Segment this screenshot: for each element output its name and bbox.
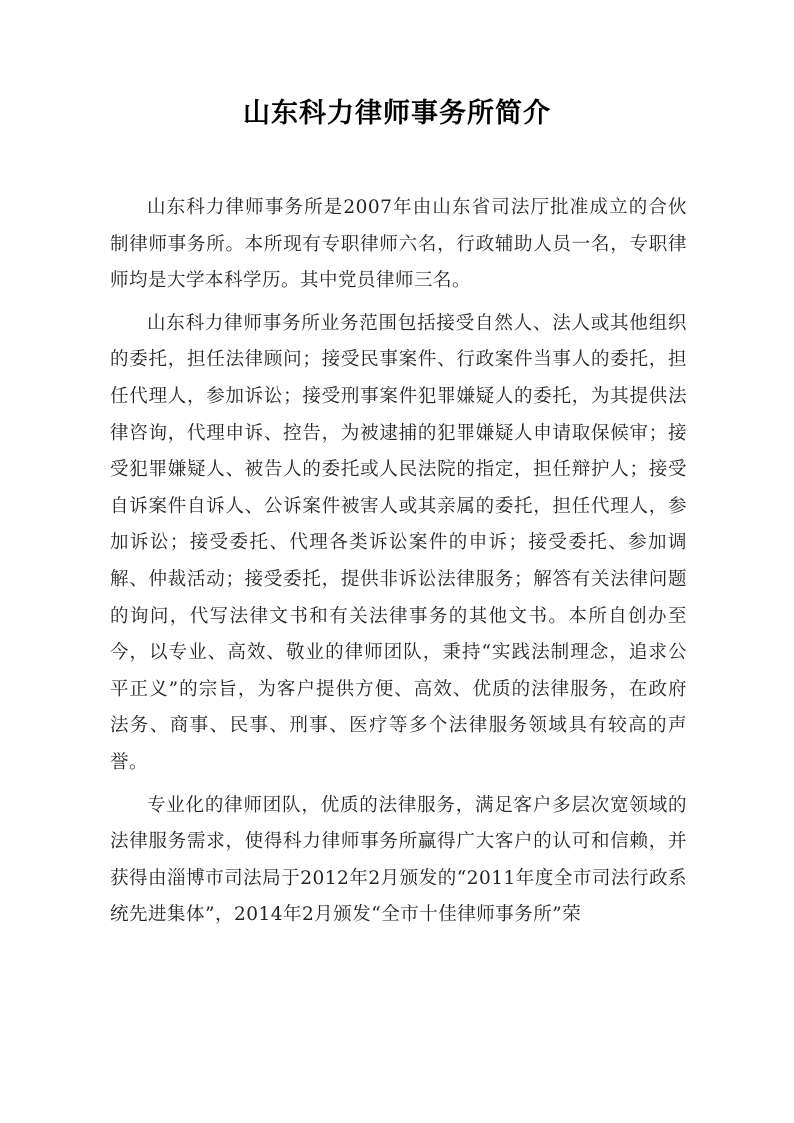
document-title: 山东科力律师事务所简介	[243, 98, 551, 129]
document-body	[110, 190, 687, 940]
paragraph-honors: 专业化的律师团队，优质的法律服务，满足客户多层次宽领域的法律服务需求，使得科力律师事务所赢得广大客户的认可和信赖，并获得由淄博市司法局于2012年2月颁发的“2011年度全市司法行政系统先进集体”，2014年2月颁发“全市十佳律师事务所”荣	[110, 794, 687, 926]
paragraph-business-scope: 山东科力律师事务所业务范围包括接受自然人、法人或其他组织的委托，担任法律顾问；接受民事案件、行政案件当事人的委托，担任代理人，参加诉讼；接受刑事案件犯罪嫌疑人的委托，为其提供法律咨询，代理申诉、控告，为被逮捕的犯罪嫌疑人申请取保候审；接受犯罪嫌疑人、被告人的委托或人民法院的指定，担任辩护人；接受自诉案件自诉人、公诉案件被害人或其亲属的委托，担任代理人，参加诉讼；接受委托、代理各类诉讼案件的申诉；接受委托、参加调解、仲裁活动；接受委托，提供非诉讼法律服务；解答有关法律问题的询问，代写法律文书和有关法律事务的其他文书。本所自创办至今，以专业、高效、敬业的律师团队，秉持“实践法制理念，追求公平正义”的宗旨，为客户提供方便、高效、优质的法律服务，在政府法务、商事、民事、刑事、医疗等多个法律服务领域具有较高的声誉。	[110, 312, 687, 773]
paragraph-founding: 山东科力律师事务所是2007年由山东省司法厅批准成立的合伙制律师事务所。本所现有专职律师六名，行政辅助人员一名，专职律师均是大学本科学历。其中党员律师三名。	[110, 197, 687, 292]
